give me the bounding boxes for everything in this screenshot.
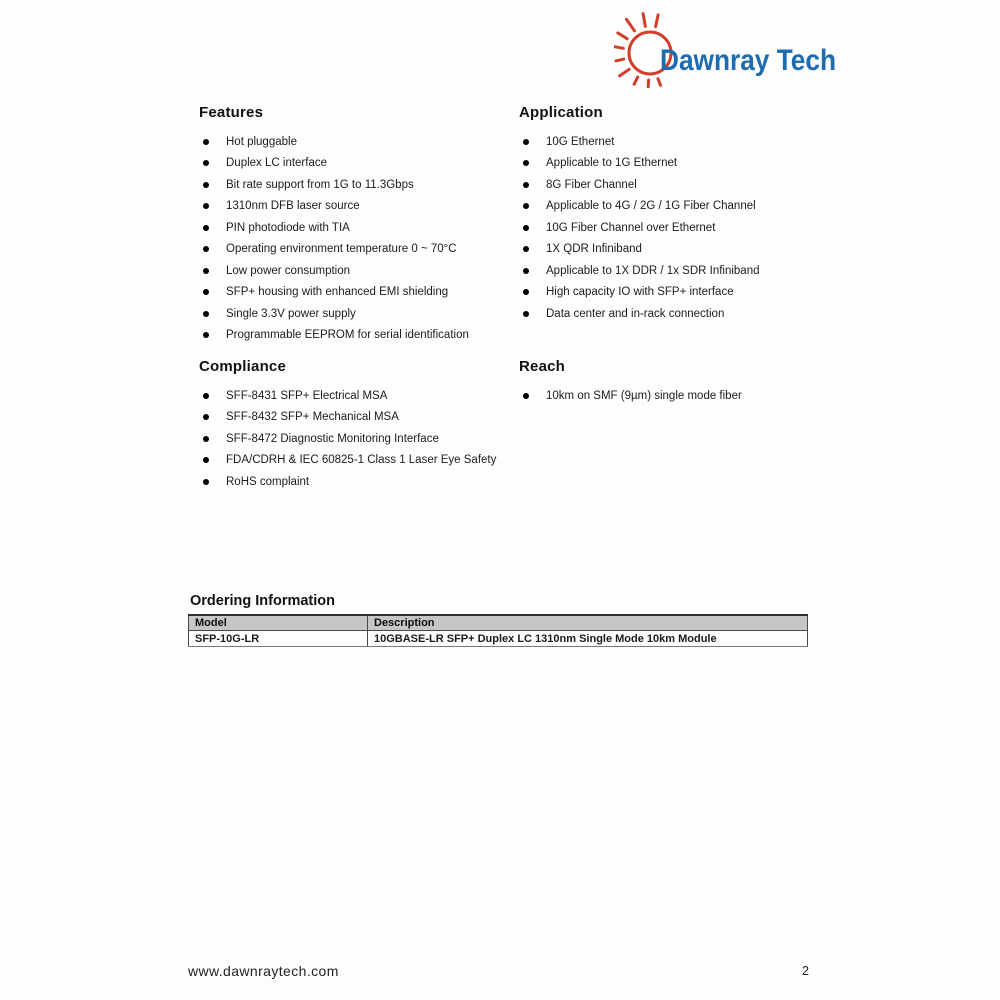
list-item-text: SFP+ housing with enhanced EMI shielding — [226, 286, 449, 299]
table-header-row — [189, 615, 808, 631]
bullet-icon — [203, 457, 209, 463]
bullet-icon — [203, 160, 209, 166]
bullet-icon — [523, 311, 529, 317]
list-item-text: SFF-8472 Diagnostic Monitoring Interface — [226, 432, 439, 445]
bullet-icon — [203, 268, 209, 274]
list-item-text: PIN photodiode with TIA — [226, 221, 350, 234]
bullet-icon — [523, 246, 529, 252]
list-item — [199, 407, 514, 429]
list-item — [199, 174, 514, 196]
list-item — [199, 428, 514, 450]
list-item-text: Hot pluggable — [226, 135, 297, 148]
list-item — [199, 196, 514, 218]
section-features — [199, 104, 514, 346]
bullet-icon — [523, 160, 529, 166]
features-list — [199, 131, 514, 346]
list-item-text: 1X QDR Infiniband — [546, 243, 642, 256]
cell-model: SFP-10G-LR — [189, 631, 368, 647]
list-item-text: High capacity IO with SFP+ interface — [546, 286, 734, 299]
bullet-icon — [203, 414, 209, 420]
section-application — [519, 104, 849, 325]
footer-website: www.dawnraytech.com — [188, 963, 339, 979]
list-item-text: 10km on SMF (9µm) single mode fiber — [546, 389, 742, 402]
list-item-text: 8G Fiber Channel — [546, 178, 637, 191]
bullet-icon — [523, 203, 529, 209]
bullet-icon — [523, 182, 529, 188]
bullet-icon — [203, 203, 209, 209]
list-item — [519, 217, 849, 239]
section-ordering-information — [188, 593, 810, 647]
list-item — [519, 303, 849, 325]
list-item — [519, 239, 849, 261]
bullet-icon — [203, 436, 209, 442]
list-item-text: Single 3.3V power supply — [226, 307, 356, 320]
list-item — [199, 153, 514, 175]
bullet-icon — [523, 139, 529, 145]
reach-list — [519, 385, 849, 407]
column-header-model: Model — [189, 615, 368, 631]
list-item-text: Operating environment temperature 0 ~ 70°C — [226, 243, 457, 256]
list-item — [519, 131, 849, 153]
list-item — [199, 260, 514, 282]
ordering-table — [188, 614, 808, 647]
application-list — [519, 131, 849, 325]
application-title: Application — [519, 104, 603, 121]
bullet-icon — [203, 393, 209, 399]
bullet-icon — [523, 289, 529, 295]
list-item — [199, 325, 514, 347]
ordering-title: Ordering Information — [190, 593, 335, 609]
list-item — [199, 385, 514, 407]
list-item — [199, 131, 514, 153]
list-item — [199, 471, 514, 493]
bullet-icon — [523, 268, 529, 274]
list-item-text: 10G Ethernet — [546, 135, 615, 148]
list-item-text: RoHS complaint — [226, 475, 310, 488]
list-item — [519, 153, 849, 175]
compliance-title: Compliance — [199, 358, 287, 375]
list-item — [519, 282, 849, 304]
bullet-icon — [203, 246, 209, 252]
list-item-text: SFF-8431 SFP+ Electrical MSA — [226, 389, 388, 402]
column-header-description: Description — [368, 615, 808, 631]
page-number: 2 — [802, 964, 809, 978]
list-item-text: FDA/CDRH & IEC 60825-1 Class 1 Laser Eye Safety — [226, 454, 497, 467]
company-logo — [614, 8, 844, 88]
cell-description: 10GBASE-LR SFP+ Duplex LC 1310nm Single Mode 10km Module — [368, 631, 808, 647]
list-item — [199, 303, 514, 325]
bullet-icon — [203, 332, 209, 338]
list-item-text: 1310nm DFB laser source — [226, 200, 360, 213]
list-item-text: Applicable to 4G / 2G / 1G Fiber Channel — [546, 200, 756, 213]
list-item — [519, 174, 849, 196]
logo-graphic — [614, 8, 844, 88]
bullet-icon — [203, 479, 209, 485]
bullet-icon — [203, 311, 209, 317]
list-item-text: Programmable EEPROM for serial identification — [226, 329, 469, 342]
bullet-icon — [203, 225, 209, 231]
compliance-list — [199, 385, 514, 493]
list-item-text: 10G Fiber Channel over Ethernet — [546, 221, 716, 234]
bullet-icon — [523, 225, 529, 231]
section-reach — [519, 358, 849, 407]
list-item — [199, 450, 514, 472]
list-item-text: Duplex LC interface — [226, 157, 327, 170]
reach-title: Reach — [519, 358, 566, 375]
bullet-icon — [523, 393, 529, 399]
list-item-text: SFF-8432 SFP+ Mechanical MSA — [226, 411, 399, 424]
features-title: Features — [199, 104, 264, 121]
list-item-text: Applicable to 1X DDR / 1x SDR Infiniband — [546, 264, 760, 277]
list-item — [519, 196, 849, 218]
list-item-text: Low power consumption — [226, 264, 351, 277]
list-item — [199, 239, 514, 261]
list-item-text: Bit rate support from 1G to 11.3Gbps — [226, 178, 414, 191]
bullet-icon — [203, 139, 209, 145]
brand-name: Dawnray Tech — [660, 44, 836, 77]
section-compliance — [199, 358, 514, 493]
list-item — [519, 385, 849, 407]
list-item — [199, 217, 514, 239]
list-item-text: Data center and in-rack connection — [546, 307, 725, 320]
list-item-text: Applicable to 1G Ethernet — [546, 157, 678, 170]
bullet-icon — [203, 182, 209, 188]
list-item — [519, 260, 849, 282]
list-item — [199, 282, 514, 304]
bullet-icon — [203, 289, 209, 295]
table-row — [189, 631, 808, 647]
